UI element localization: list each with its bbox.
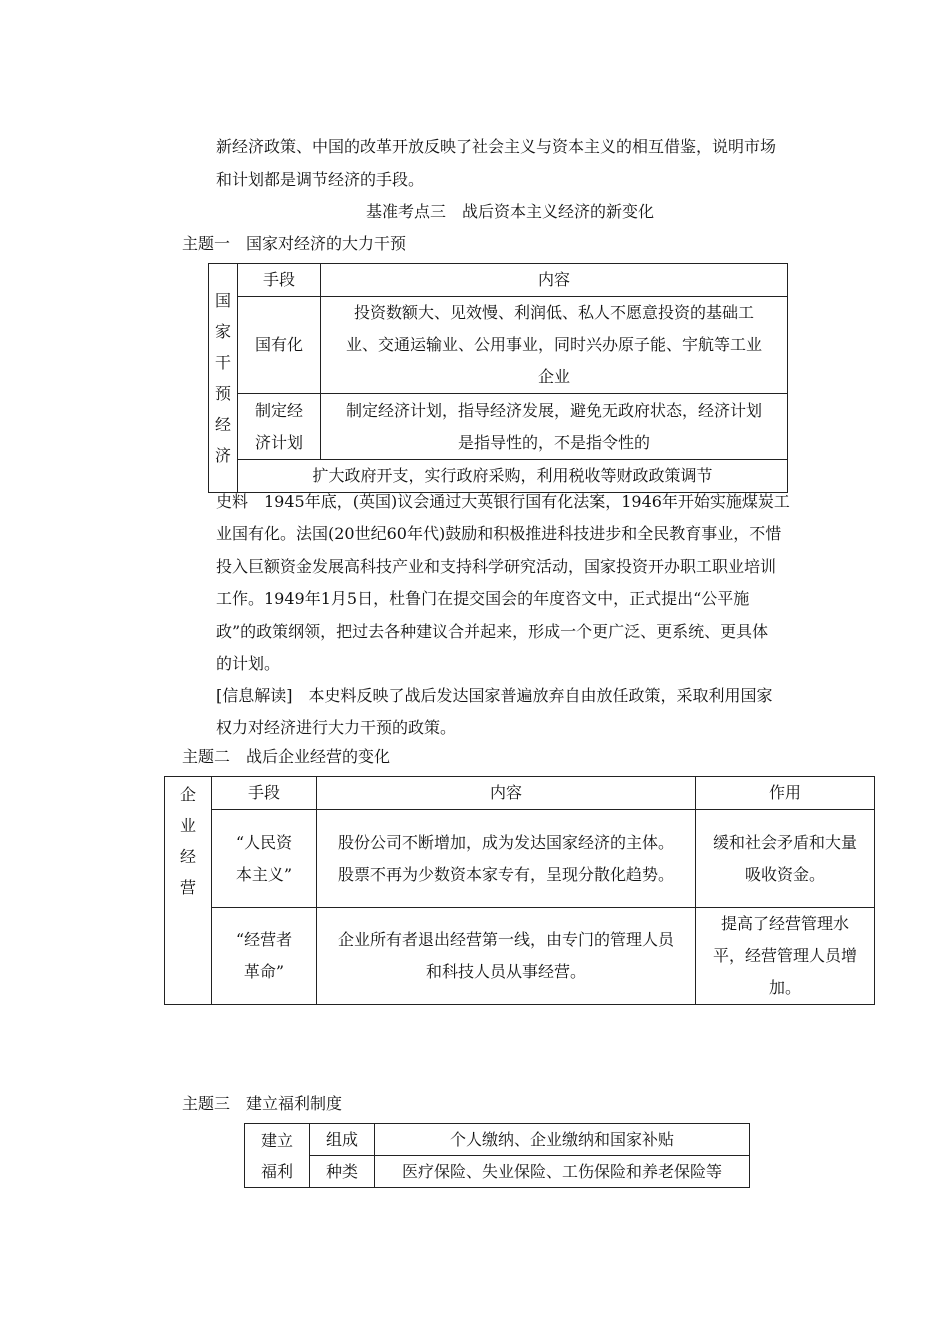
topic2-header-content: 内容 xyxy=(317,777,696,810)
topic2-row1-effect: 缓和社会矛盾和大量 吸收资金。 xyxy=(696,810,875,908)
topic3-side-label: 建立 福利 xyxy=(245,1124,310,1188)
topic1-row2-content: 制定经济计划，指导经济发展，避免无政府状态，经济计划 是指导性的，不是指令性的 xyxy=(321,394,788,460)
topic2-heading: 主题二 战后企业经营的变化 xyxy=(182,747,391,766)
topic2-header-method: 手段 xyxy=(212,777,317,810)
topic3-table xyxy=(244,1123,750,1188)
topic3-row2-content: 医疗保险、失业保险、工伤保险和养老保险等 xyxy=(375,1156,750,1188)
intro-line-1: 新经济政策、中国的改革开放反映了社会主义与资本主义的相互借鉴，说明市场 xyxy=(216,137,777,156)
topic3-row1-content: 个人缴纳、企业缴纳和国家补贴 xyxy=(375,1124,750,1156)
topic3-heading: 主题三 建立福利制度 xyxy=(182,1094,343,1113)
source-line-1: 史料 1945年底，(英国)议会通过大英银行国有化法案，1946年开始实施煤炭工 xyxy=(216,492,790,511)
source-line-5: 政”的政策纲领，把过去各种建议合并起来，形成一个更广泛、更系统、更具体 xyxy=(216,622,769,641)
source-line-6: 的计划。 xyxy=(216,654,281,673)
topic1-header-method: 手段 xyxy=(238,264,321,297)
source-line-2: 业国有化。法国(20世纪60年代)鼓励和积极推进科技进步和全民教育事业，不惜 xyxy=(216,524,782,543)
topic3-row2-label: 种类 xyxy=(310,1156,375,1188)
topic1-row1-method: 国有化 xyxy=(238,297,321,394)
section-heading: 基准考点三 战后资本主义经济的新变化 xyxy=(366,202,655,221)
interpretation-line-1: [信息解读] 本史料反映了战后发达国家普遍放弃自由放任政策，采取利用国家 xyxy=(216,686,773,705)
topic2-row1-method: “人民资 本主义” xyxy=(212,810,317,908)
interpretation-line-2: 权力对经济进行大力干预的政策。 xyxy=(216,718,457,737)
topic1-row2-method: 制定经 济计划 xyxy=(238,394,321,460)
topic2-row2-method: “经营者 革命” xyxy=(212,908,317,1005)
topic1-header-content: 内容 xyxy=(321,264,788,297)
topic2-row1-content: 股份公司不断增加，成为发达国家经济的主体。 股票不再为少数资本家专有，呈现分散化趋势。 xyxy=(317,810,696,908)
intro-line-2: 和计划都是调节经济的手段。 xyxy=(216,170,425,189)
topic1-side-label: 国 家 干 预 经 济 xyxy=(209,264,238,493)
source-line-3: 投入巨额资金发展高科技产业和支持科学研究活动，国家投资开办职工职业培训 xyxy=(216,557,777,576)
topic1-bottom-row: 扩大政府开支，实行政府采购，利用税收等财政政策调节 xyxy=(238,460,788,493)
source-line-4: 工作。1949年1月5日，杜鲁门在提交国会的年度咨文中，正式提出“公平施 xyxy=(216,589,750,608)
topic1-heading: 主题一 国家对经济的大力干预 xyxy=(182,234,407,253)
topic1-row1-content: 投资数额大、见效慢、利润低、私人不愿意投资的基础工 业、交通运输业、公用事业，同时兴办原子能、宇航等工业 企业 xyxy=(321,297,788,394)
topic2-table xyxy=(164,776,875,1005)
topic3-row1-label: 组成 xyxy=(310,1124,375,1156)
topic2-header-effect: 作用 xyxy=(696,777,875,810)
topic1-table xyxy=(208,263,788,493)
topic2-row2-effect: 提高了经营管理水 平，经营管理人员增 加。 xyxy=(696,908,875,1005)
topic2-side-label: 企 业 经 营 xyxy=(165,777,212,1005)
topic2-row2-content: 企业所有者退出经营第一线，由专门的管理人员 和科技人员从事经营。 xyxy=(317,908,696,1005)
